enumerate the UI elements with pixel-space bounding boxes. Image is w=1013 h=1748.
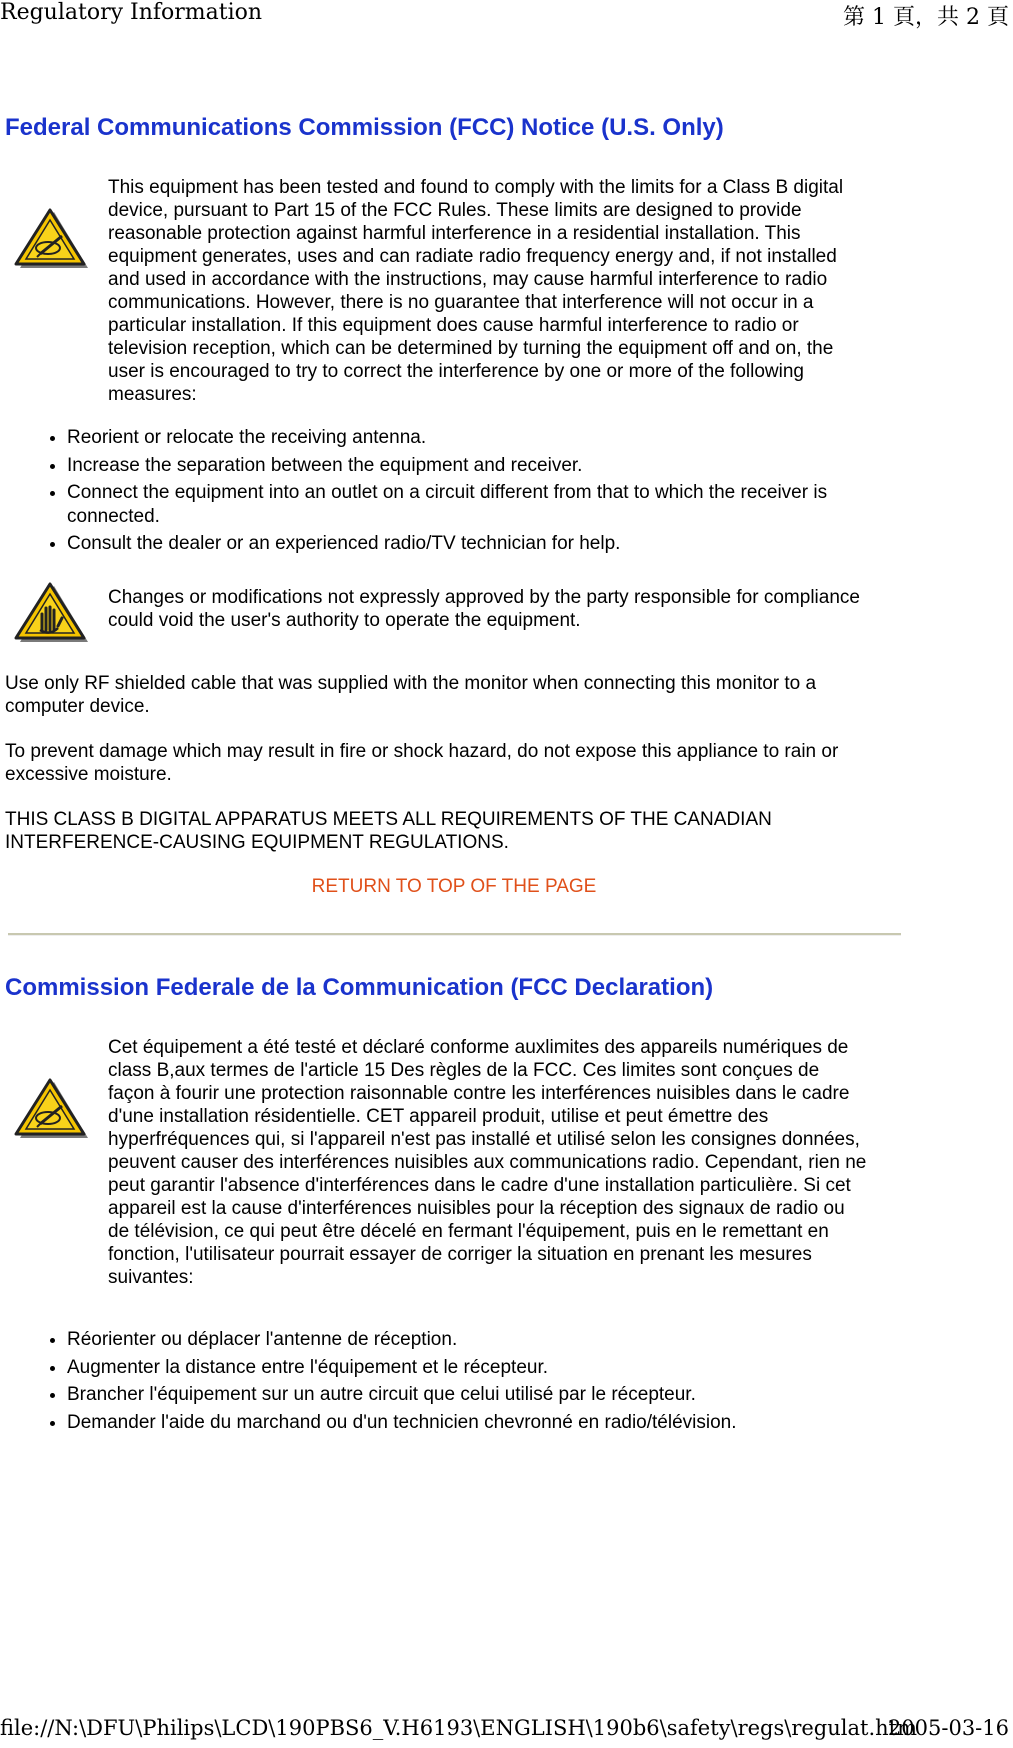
fcc-notice-text: This equipment has been tested and found to comply with the limits for a Class B digital device, pursuant to Part 15 of the FCC Rules. These limits are designed to provide reasonable protection against harmful interference in a residential installation. This equipment generates, uses and can radiate radio frequency energy and, if not installed and used in accordance with the instructions, may cause harmful interference to radio communications. However, there is no guarantee that interference will not occur in a particular installation. If this equipment does cause harmful interference to radio or television reception, which can be determined by turning the equipment off and on, the user is encouraged to try to correct the interference by one or more of the following measures:: [108, 177, 844, 405]
fcc-fr-notice-text: Cet équipement a été testé et déclaré conforme auxlimites des appareils numériques de class B,aux termes de l'article 15 Des règles de la FCC. Ces limites sont conçues de façon à fourir une protection raisonnable contre les interférences nuisibles dans le cadre d'une installation résidentielle. CET appareil produit, utilise et peut émettre des hyperfréquences qui, si l'appareil n'est pas installé et utilisé selon les consignes données, peuvent causer des interférences nuisibles aux communications radio. Cependant, rien ne peut garantir l'absence d'interférences dans le cadre d'une installation particulière. Si cet appareil est la cause d'interférences nuisibles pour la réception des signaux de radio ou de télévision, ce qui peut être décelé en fermant l'équipement, puis en le remettant en fonction, l'utilisateur pourrait essayer de corriger la situation en prenant les mesures suivantes:: [108, 1037, 867, 1288]
fcc-fr-measures-list: [4, 1328, 917, 1438]
list-item: • Augmenter la distance entre l'équipement et le récepteur.: [67, 1356, 917, 1380]
para-moisture: To prevent damage which may result in fire or shock hazard, do not expose this appliance to rain or excessive moisture.: [5, 741, 839, 785]
list-item: • Reorient or relocate the receiving antenna.: [67, 426, 917, 450]
list-item: • Brancher l'équipement sur un autre circuit que celui utilisé par le récepteur.: [67, 1383, 917, 1407]
return-to-top-link[interactable]: RETURN TO TOP OF THE PAGE: [311, 876, 597, 897]
list-item: • Increase the separation between the equipment and receiver.: [67, 454, 917, 478]
print-footer-path: file://N:\DFU\Philips\LCD\190PBS6_V.H6193\ENGLISH\190b6\safety\regs\regulat.htm: [0, 1716, 918, 1740]
list-item: • Connect the equipment into an outlet on a circuit different from that to which the receiver is connected.: [67, 481, 917, 528]
fcc-section-title: Federal Communications Commission (FCC) Notice (U.S. Only): [5, 114, 724, 141]
print-header-title: Regulatory Information: [0, 0, 263, 25]
fcc-measures-list: [4, 426, 917, 560]
fcc-warning-text: Changes or modifications not expressly approved by the party responsible for compliance could void the user's authority to operate the equipment.: [108, 587, 860, 631]
para-shielded-cable: Use only RF shielded cable that was supplied with the monitor when connecting this monitor to a computer device.: [5, 673, 817, 717]
section-divider: [8, 933, 901, 936]
print-footer-date: 2005-03-16: [887, 1716, 1009, 1740]
note-pencil-icon: [12, 1076, 92, 1146]
list-item: • Consult the dealer or an experienced radio/TV technician for help.: [67, 532, 917, 556]
list-item: • Demander l'aide du marchand ou d'un technicien chevronné en radio/télévision.: [67, 1411, 917, 1435]
list-item: • Réorienter ou déplacer l'antenne de réception.: [67, 1328, 917, 1352]
fcc-fr-section-title: Commission Federale de la Communication (FCC Declaration): [5, 974, 714, 1001]
print-header-page-info: 第 1 頁，共 2 頁: [843, 5, 1009, 30]
para-canadian: THIS CLASS B DIGITAL APPARATUS MEETS ALL REQUIREMENTS OF THE CANADIAN INTERFERENCE-CAUSING EQUIPMENT REGULATIONS.: [5, 809, 772, 853]
note-pencil-icon: [12, 206, 92, 276]
warning-hand-icon: [12, 580, 92, 650]
